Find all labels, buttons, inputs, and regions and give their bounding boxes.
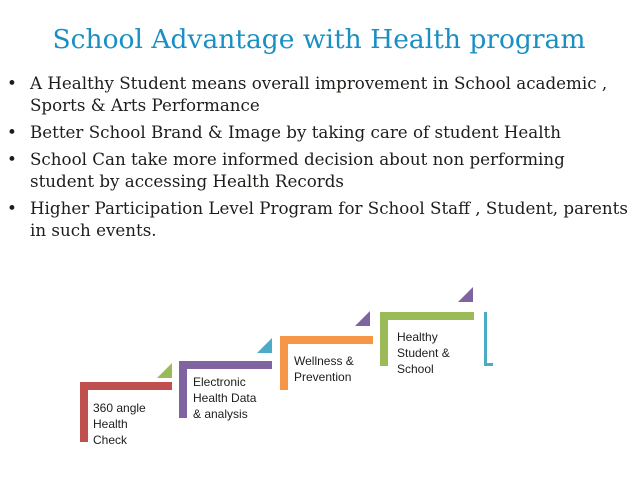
bullet-item: • Higher Participation Level Program for School Staff , Student, parents in such events.: [6, 197, 634, 241]
bullet-item: • Better School Brand & Image by taking care of student Health: [6, 121, 634, 143]
step-4: [380, 287, 474, 376]
step-3-arrow-icon: [355, 311, 370, 326]
step-2-label-line: Electronic: [193, 375, 246, 389]
step-1-label-line: 360 angle: [93, 401, 146, 415]
step-4-label-line: Healthy: [397, 330, 438, 344]
step-4-arrow-icon: [458, 287, 473, 302]
slide-title: School Advantage with Health program: [52, 24, 586, 55]
step-1-label: [93, 401, 149, 447]
step-1-label-line: Check: [93, 433, 128, 447]
step-4-label: [397, 330, 453, 376]
step-4-label-line: School: [397, 362, 434, 376]
step-3-label-line: Wellness &: [294, 354, 354, 368]
bullet-item: • School Can take more informed decision about non performing student by accessing Health Records: [6, 148, 634, 192]
step-4-label-line: Student &: [397, 346, 450, 360]
step-2: [179, 338, 272, 421]
bullet-item: • A Healthy Student means overall improvement in School academic , Sports & Arts Performance: [6, 72, 634, 116]
step-2-label: [193, 375, 260, 421]
step-2-arrow-icon: [257, 338, 272, 353]
step-3-label-line: Prevention: [294, 370, 352, 384]
end-bracket: [484, 312, 493, 366]
step-2-label-line: Health Data: [193, 391, 257, 405]
step-1: [80, 363, 172, 447]
step-1-arrow-icon: [157, 363, 172, 378]
step-1-label-line: Health: [93, 417, 128, 431]
step-2-label-line: & analysis: [193, 407, 248, 421]
step-3: [280, 311, 373, 390]
step-3-label: [294, 354, 357, 384]
